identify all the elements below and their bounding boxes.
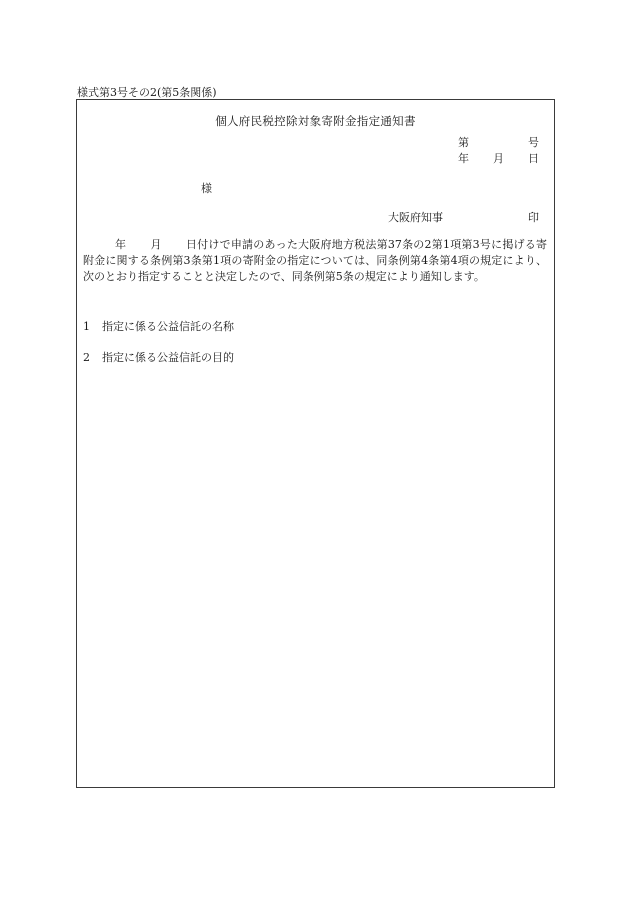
seal-mark: 印 — [528, 211, 539, 224]
item-2 — [83, 349, 234, 365]
body-month: 月 — [150, 238, 162, 251]
date-year: 年 — [458, 152, 469, 165]
body-text: 日付けで申請のあった大阪府地方税法第37条の2第1項第3号に掲げる寄附金に関する条例第3条第1項の寄附金の指定については、同条例第4条第4項の規定により、次のとおり指定することと決定したので、同条例第5条の規定により通知します。 — [83, 238, 548, 283]
item-1 — [83, 318, 234, 334]
notice-frame — [76, 99, 555, 788]
date-month: 月 — [493, 152, 504, 165]
issuer-name: 大阪府知事 — [388, 211, 443, 224]
item-1-label: 指定に係る公益信託の名称 — [102, 320, 234, 333]
document-title: 個人府民税控除対象寄附金指定通知書 — [215, 114, 416, 128]
number-prefix: 第 — [458, 136, 469, 149]
date-day: 日 — [528, 152, 539, 165]
number-suffix: 号 — [528, 136, 539, 149]
item-2-number: 2 — [83, 351, 90, 364]
form-number: 様式第3号その2(第5条関係) — [77, 86, 217, 99]
addressee-suffix: 様 — [201, 182, 212, 195]
item-1-number: 1 — [83, 320, 90, 333]
item-2-label: 指定に係る公益信託の目的 — [102, 351, 234, 364]
body-year: 年 — [115, 238, 127, 251]
notice-body — [83, 237, 547, 285]
